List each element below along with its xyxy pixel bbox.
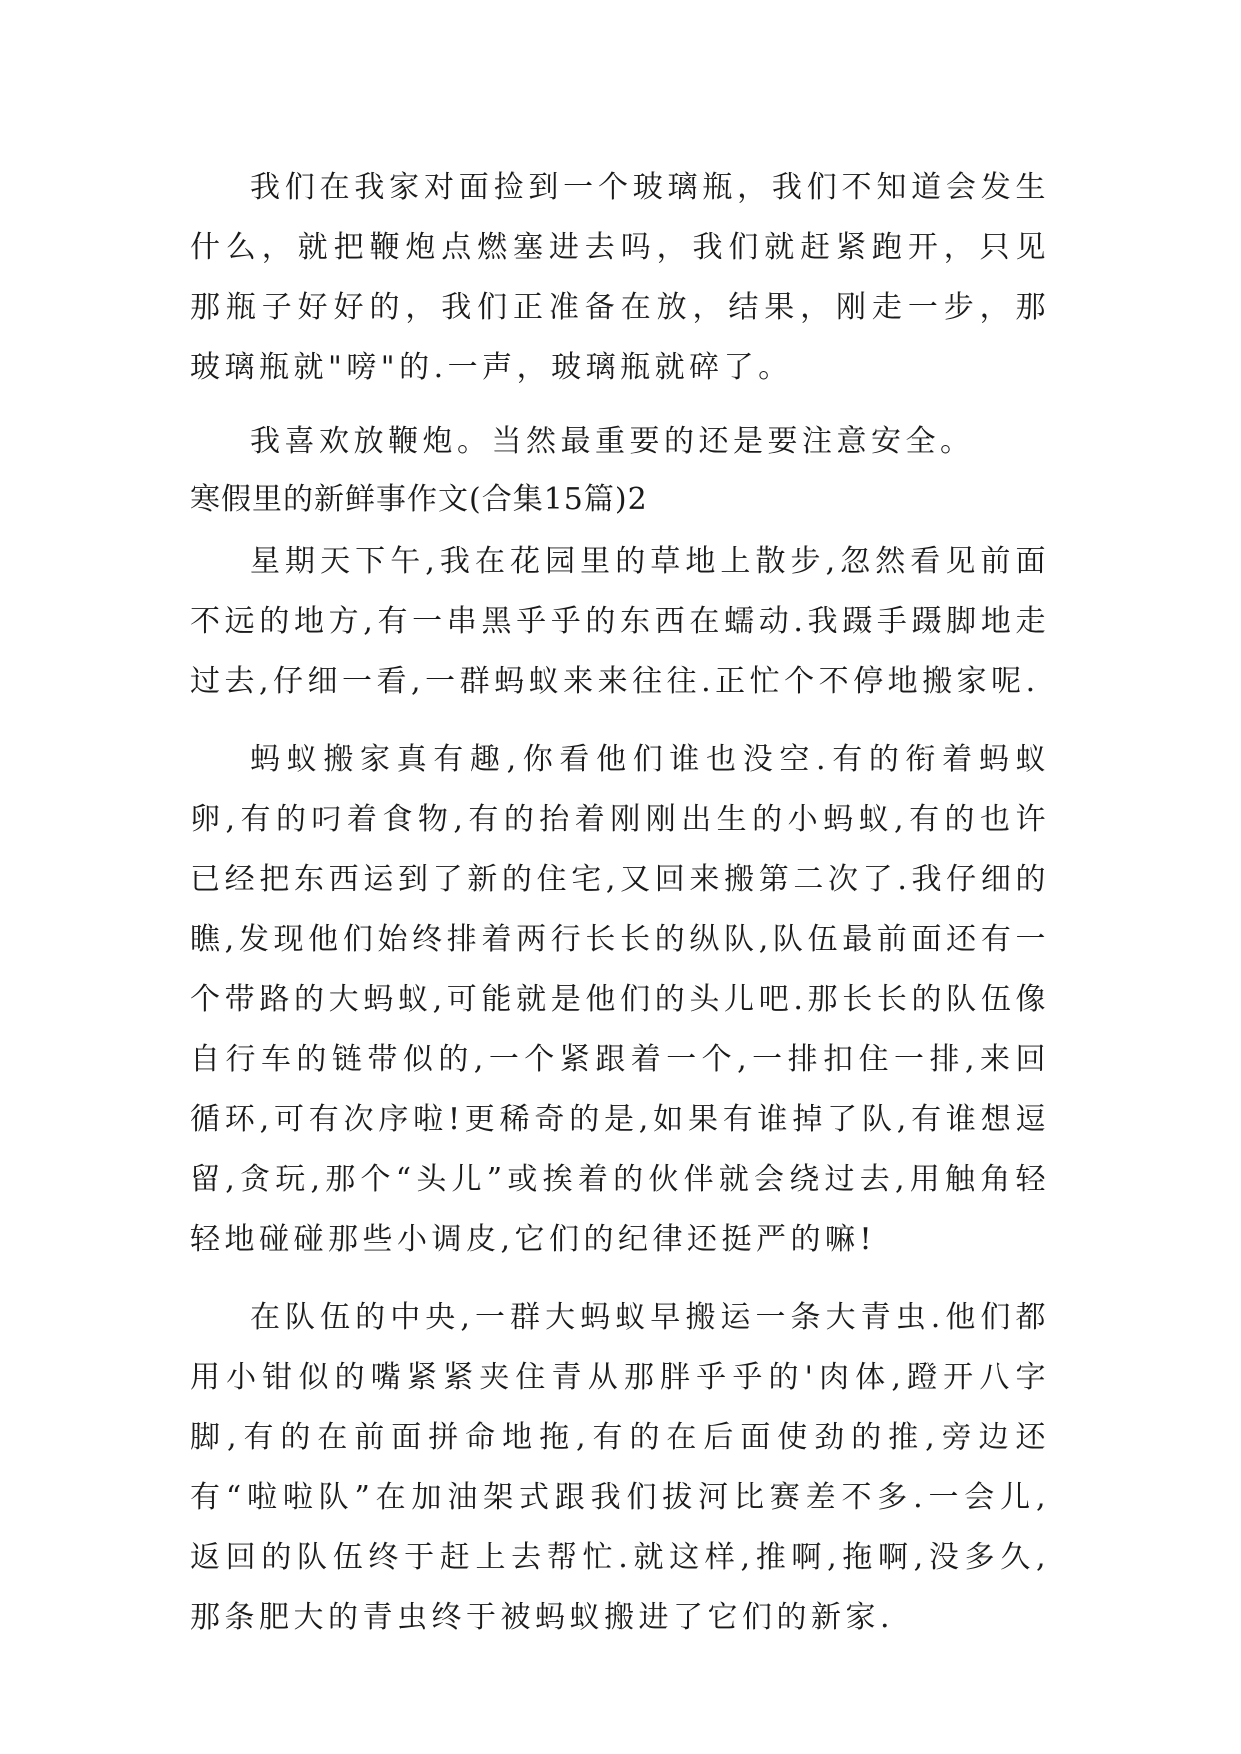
paragraph-ants-intro: 星期天下午,我在花园里的草地上散步,忽然看见前面不远的地方,有一串黑乎乎的东西在蠕动.我蹑手蹑脚地走过去,仔细一看,一群蚂蚁来来往往.正忙个不停地搬家呢. bbox=[190, 544, 1050, 699]
paragraph-ants-caterpillar: 在队伍的中央,一群大蚂蚁早搬运一条大青虫.他们都用小钳似的嘴紧紧夹住青从那胖乎乎的'肉体,蹬开八字脚,有的在前面拼命地拖,有的在后面使劲的推,旁边还有“啦啦队”在加油架式跟我们拔河比赛差不多.一会儿,返回的队伍终于赶上去帮忙.就这样,推啊,拖啊,没多久,那条肥大的青虫终于被蚂蚁搬进了它们的新家. bbox=[190, 1300, 1050, 1635]
paragraph-ants-moving: 蚂蚁搬家真有趣,你看他们谁也没空.有的衔着蚂蚁卵,有的叼着食物,有的抬着刚刚出生的小蚂蚁,有的也许已经把东西运到了新的住宅,又回来搬第二次了.我仔细的瞧,发现他们始终排着两行长长的纵队,队伍最前面还有一个带路的大蚂蚁,可能就是他们的头儿吧.那长长的队伍像自行车的链带似的,一个紧跟着一个,一排扣住一排,来回循环,可有次序啦!更稀奇的是,如果有谁掉了队,有谁想逗留,贪玩,那个“头儿”或挨着的伙伴就会绕过去,用触角轻轻地碰碰那些小调皮,它们的纪律还挺严的嘛! bbox=[190, 742, 1050, 1257]
paragraph-bottle: 我们在我家对面捡到一个玻璃瓶，我们不知道会发生什么，就把鞭炮点燃塞进去吗，我们就赶紧跑开，只见那瓶子好好的，我们正准备在放，结果，刚走一步，那玻璃瓶就"嗙"的.一声，玻璃瓶就碎了。 bbox=[190, 170, 1050, 385]
section-title: 寒假里的新鲜事作文(合集15篇)2 bbox=[190, 482, 648, 517]
paragraph-safety: 我喜欢放鞭炮。当然最重要的还是要注意安全。 bbox=[250, 424, 975, 459]
document-body bbox=[190, 158, 1050, 1648]
